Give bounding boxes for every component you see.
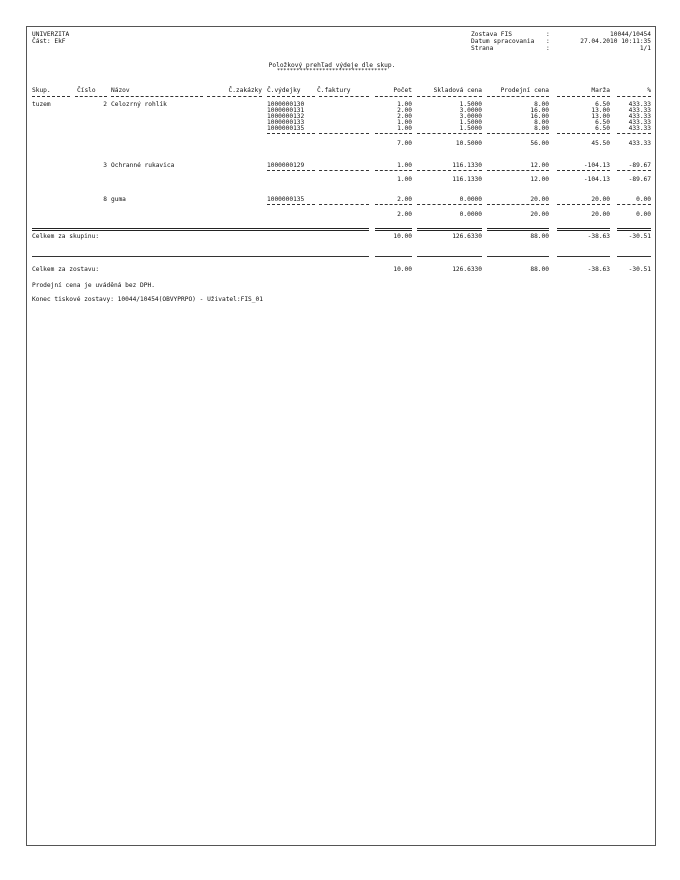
- page-label: Strana: [471, 45, 494, 52]
- date-value: 27.04.2010 10:11:35: [580, 38, 651, 45]
- subtotal-marza: 20.00: [591, 211, 610, 218]
- report-total-pct: -30.51: [628, 266, 651, 273]
- row-pocet: 2.00: [397, 113, 412, 120]
- row-pct: 433.33: [628, 125, 651, 132]
- group-total-sklad: 126.6330: [452, 233, 482, 240]
- page-value: 1/1: [639, 45, 651, 52]
- row-sklad: 0.0000: [459, 196, 482, 203]
- row-pct: 433.33: [628, 119, 651, 126]
- report-total-label: Celkem za zostavu:: [32, 266, 100, 273]
- row-pct: -89.67: [628, 162, 651, 169]
- subtotal-sklad: 0.0000: [459, 211, 482, 218]
- price-note: Prodejní cena je uváděná bez DPH.: [32, 282, 155, 289]
- row-prodej: 20.00: [530, 196, 549, 203]
- col-marza: Marža: [591, 87, 610, 94]
- group-total-marza: -38.63: [587, 233, 610, 240]
- group-total-pocet: 10.00: [393, 233, 412, 240]
- report-footer: Konec tiskové zostavy: 10044/10454(OBVYPRPO) - Uživatel:FIS_01: [32, 296, 263, 303]
- subtotal-prodej: 56.00: [530, 140, 549, 147]
- row-vydejka: 1000000133: [267, 119, 305, 126]
- row-pocet: 2.00: [397, 107, 412, 114]
- col-cislo: Číslo: [77, 87, 96, 94]
- row-marza: 13.00: [591, 113, 610, 120]
- row-vydejka: 1000000131: [267, 107, 305, 114]
- subtotal-pocet: 2.00: [397, 211, 412, 218]
- report-total-marza: -38.63: [587, 266, 610, 273]
- report-value: 10044/10454: [610, 31, 651, 38]
- col-faktury: Č.faktury: [317, 87, 351, 94]
- row-marza: 13.00: [591, 107, 610, 114]
- row-sklad: 1.5000: [459, 119, 482, 126]
- row-marza: 6.50: [595, 101, 610, 108]
- subtotal-pocet: 7.00: [397, 140, 412, 147]
- report-title: Položkový prehľad výdeje dle skup.: [268, 62, 396, 69]
- row-pct: 433.33: [628, 107, 651, 114]
- row-vydejka: 1000000135: [267, 125, 305, 132]
- item-cislo: 3: [103, 162, 107, 169]
- col-vydejky: Č.výdejky: [267, 87, 301, 94]
- subtotal-pocet: 1.00: [397, 176, 412, 183]
- subtotal-pct: 0.00: [636, 211, 651, 218]
- row-pocet: 1.00: [397, 119, 412, 126]
- subtotal-marza: -104.13: [583, 176, 610, 183]
- row-prodej: 8.00: [534, 101, 549, 108]
- report-total-prodej: 88.00: [530, 266, 549, 273]
- row-prodej: 8.00: [534, 125, 549, 132]
- row-sklad: 116.1330: [452, 162, 482, 169]
- org-unit: Část: EkF: [32, 38, 66, 45]
- row-vydejka: 1000000132: [267, 113, 305, 120]
- row-marza: 6.50: [595, 119, 610, 126]
- item-cislo: 8: [103, 196, 107, 203]
- col-nazov: Názov: [111, 87, 130, 94]
- subtotal-prodej: 12.00: [530, 176, 549, 183]
- row-prodej: 12.00: [530, 162, 549, 169]
- row-pct: 0.00: [636, 196, 651, 203]
- row-sklad: 3.0000: [459, 113, 482, 120]
- item-nazov: Ochranné rukavica: [111, 162, 175, 169]
- col-pocet: Počet: [393, 87, 412, 94]
- date-label: Datum spracovania: [471, 38, 535, 45]
- row-vydejka: 1000000130: [267, 101, 305, 108]
- item-nazov: Celozrný rohlík: [111, 101, 167, 108]
- col-zakazky: Č.zakázky: [228, 87, 262, 94]
- row-pct: 433.33: [628, 113, 651, 120]
- row-marza: -104.13: [583, 162, 610, 169]
- row-vydejka: 1000000129: [267, 162, 305, 169]
- item-nazov: guma: [111, 196, 126, 203]
- row-marza: 6.50: [595, 125, 610, 132]
- report-total-pocet: 10.00: [393, 266, 412, 273]
- col-skup: Skup.: [32, 87, 51, 94]
- subtotal-marza: 45.50: [591, 140, 610, 147]
- subtotal-prodej: 20.00: [530, 211, 549, 218]
- row-pocet: 1.00: [397, 125, 412, 132]
- report-sep: :: [546, 31, 550, 38]
- report-label: Zostava FIS: [471, 31, 512, 38]
- subtotal-pct: -89.67: [628, 176, 651, 183]
- row-pct: 433.33: [628, 101, 651, 108]
- group-total-label: Celkem za skupinu:: [32, 233, 100, 240]
- row-vydejka: 1000000135: [267, 196, 305, 203]
- item-cislo: 2: [103, 101, 107, 108]
- row-prodej: 16.00: [530, 107, 549, 114]
- row-pocet: 1.00: [397, 101, 412, 108]
- group-total-pct: -30.51: [628, 233, 651, 240]
- col-pct: %: [647, 87, 651, 94]
- title-underline: **********************************: [276, 68, 388, 74]
- row-prodej: 8.00: [534, 119, 549, 126]
- row-pocet: 2.00: [397, 196, 412, 203]
- row-prodej: 16.00: [530, 113, 549, 120]
- report-total-sklad: 126.6330: [452, 266, 482, 273]
- subtotal-pct: 433.33: [628, 140, 651, 147]
- subtotal-sklad: 116.1330: [452, 176, 482, 183]
- group-name: tuzem: [32, 101, 51, 108]
- page-sep: :: [546, 45, 550, 52]
- report-page: [26, 26, 656, 846]
- row-sklad: 1.5000: [459, 101, 482, 108]
- row-sklad: 1.5000: [459, 125, 482, 132]
- date-sep: :: [546, 38, 550, 45]
- row-marza: 20.00: [591, 196, 610, 203]
- row-sklad: 3.0000: [459, 107, 482, 114]
- col-sklad: Skladová cena: [433, 87, 482, 94]
- col-prodej: Prodejní cena: [500, 87, 549, 94]
- group-total-prodej: 88.00: [530, 233, 549, 240]
- org-name: UNIVERZITA: [32, 31, 70, 38]
- subtotal-sklad: 10.5000: [455, 140, 482, 147]
- row-pocet: 1.00: [397, 162, 412, 169]
